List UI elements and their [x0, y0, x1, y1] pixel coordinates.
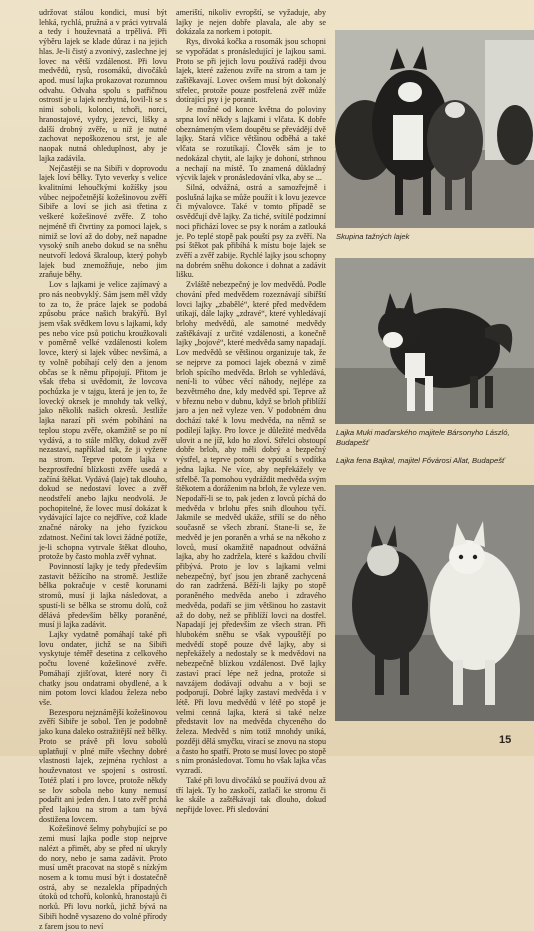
photo-caption: Lajka fena Bajkal, majitel Fővárosi Allat, Budapešť: [336, 456, 505, 465]
photo-caption: Skupina tažných lajek: [336, 232, 410, 241]
paragraph: ameriští, nikoliv evropští, se vyžaduje, aby lajky je nejen dobře plavala, ale aby se dokázala za norkem i potopit.: [176, 8, 326, 37]
paragraph: Silná, odvážná, ostrá a samozřejmě i poslušná lajka se může použít i k lovu jezevce či mývalovce. Také v tomto případě se osvědčují dvě lajky. Za tiché, svítilé podzimní noci přichází lovec se psy k norám a zatlouká je. Po teplé stopě pak pouští psy za zvěří. Na psí štěkot pak přibíhá k místu boje lajek se zvěří a zvěř zabije. Rychlé lajky jsou schopny na dobrém sněhu dokonce i dohnat a zadávit lišku.: [176, 182, 326, 280]
photo-laika-muki: [335, 258, 534, 424]
article-column-2: [176, 8, 326, 814]
article-column-1: [39, 8, 167, 931]
paragraph: Lov s lajkami je velice zajímavý a pro nás neobvyklý. Sám jsem měl vždy to za to, že práce lajek se podobá způsobu práce našich brakýřů. Byl jsem však svědkem lovu s lajkami, kdy pes nebo více psů potichu kroužkovali v poměrně velké vzdálenosti kolem lovce, který si lajek vůbec nevšímá, a ty volně pobíhají celý den a jenom občas se k němu připojují. Přitom je však třeba si uvědomit, že lovcova pochůzka je v tajgu, která je jen to, že lovecký okrsek je mnohdy tak velký, jako několik našich okresů. Jestliže lajka narazí při svém pobíhání na teplou stopu zvěře, okamžitě se po ní vydává, a to stále mlčky, dokud zvěř nezastaví, například tak, že ji vyžene na strom. Teprve potom lajka v bezprostřední blízkosti zvěře usedá a začíná štěkat. Vydává (laje) tak dlouho, dokud se nedostaví lovec a zvěř neodstřelí anebo lajku neodvolá. Je pochopitelné, že lovec musí dokázat k vydávající lajce co nejdříve, což klade značné nároky na jeho fyzickou zdatnost. Nečiní tak lovci žádné potíže, je-li schopna vytrvale štěkat dlouho, protože by často mohla zvěř vyhnat.: [39, 280, 167, 562]
page-number: 15: [499, 734, 512, 746]
paragraph: Lajky vydatně pomáhají také při lovu ondater, jichž se na Sibiři vyskytuje téměř desetina z celkového počtu lovené kožešinové zvěře. Pomáhají zjišťovat, které nory či chatky jsou ondatrami obydlené, a k nim potom lovci kladou železa nebo vše.: [39, 630, 167, 708]
photo-laika-bajkal: [335, 485, 534, 721]
paragraph: Kožešinové šelmy pohybující se po zemi musí lajka podle stop nejprve nalézt a přimět, aby se před ní ukryly do nory, nebo je sama zadávit. Proto musí umět pracovat na stopě s nízkým nosem a k tomu musí být i dostatečně ostrá, aby se nezalekla případných útoků od tchořů, kolonků, hranostajů či norků. Při lovu norků, jichž bývá na Sibiři hodně vysazeno do volné přírody z farem jsou to neví: [39, 824, 167, 931]
paragraph: Zvláště nebezpečný je lov medvědů. Podle chování před medvědem rozeznávají sibiřští lovci lajky „zbabělé“, které před medvědem utíkají, dále lajky „zdravé“, které vyhledávají brlohy medvědů, ale samotné medvědy zaštěkávají z určité vzdálenosti, a konečně lajky „bojové“, které medvěda samy napadají. Lov medvědů se většinou organizuje tak, že se nejprve za pomoci lajek obezná v zimě brloh spícího medvěda. Brloh se vyhledává, není-li to vůbec věcí náhody, nejlépe za bezvětrného dne, kdy medvěd spí. Teprve až v březnu nebo v dubnu, když se brloh přiblíží jaro a jen než vyleze ven. V podobném dnu dochází také k lovu medvěda, na němž se podílejí lajky. Pro lovce je důležité medvěda ulovit a ne jíž, kdo ho zloví. Střelci obstoupí dobře brloh, aby měli dobrý a bezpečný výstřel, a teprve potom se vpouští s vodítka jedna lajka. Ne více, aby nepřekážely ve střelbě. Ta pomohou vydráždit medvěda svým štěkotem a doráženim na brloh, že vyleze ven. Nepodaří-li se to, pak jeden z lovců píchá do medvěda v brlohu přes snih dlouhou tyčí. Jakmile se medvěd ukáže, střílí se do něho současně se všech zbraní. Stane-li se, že medvěd je jen poraněn a vrhá se na někoho z lovců, musí okamžitě napadnout odvážná lajka, aby ho zadržela, které s každou chvílí přibývá. Proto je lov s lajkami velmi nebezpečný, byť jsou jen zbraně zachycená do ran zadržená. Běží-li lajky po stopě poraněného medvěda anebo i zdravého medvěda, podaří se jim většinou ho zastavit až do doby, než se přiblíží lovci na dostřel. Napadají jej především ze všech stran. Při hlubokém sněhu se však vypouštějí po medvědí stopě pouze dvě lajky, aby si nepřekážely a nedostaly se k medvědovi na nebezpečně blízkou vzdálenost. Dvě lajky zastaví prací lépe než jedna, protože si navzájem dodávají odvahu a v boji se podporují. Dobré lajky zastaví medvěda i v létě. Při lovu medvědů v létě po stopě je velmi cenná lajka, která si také nelze představit lov na medvěda chyceného do železa. Medvěd s ním totiž mnohdy uniká, později dělá smyčku, virací se znovu na stopu a často ho spatří. Proto se musí lovec po stopě s ním pronásledovat. Tomu ho však lajka včas vyzradí.: [176, 280, 326, 776]
paragraph: Nejčastěji se na Sibiři v doprovodu lajek loví bělky. Tyto veverky s velice kvalitními lehoučkými kožíšky jsou vůbec nejpočetnější kožešinovou zvěří Sibiře a loví se jich asi třetina z veškeré kožešinové zvěře. Z toho nejméně tři čtvrtiny za pomoci lajek, s nimiž se loví až do doby, než napadne vysoký sníh anebo dokud se na sněhu neutvoří ledová škraloup, který pohyb lajek bud znemožňuje, nebo jim zraňuje běhy.: [39, 163, 167, 280]
paragraph: Také při lovu divočáků se používá dvou až tří lajek. Ty ho zaskočí, zatlačí ke stromu či ke skále a zaštěkávají tak dlouho, dokud nepřijde lovec. Při sledování: [176, 775, 326, 814]
paragraph: udržovat stálou kondici, musí být lehká, rychlá, pružná a v práci vytrvalá a tedy i houževnatá a trpělivá. Při výběru lajek se klade důraz i na jejich hlas. Je-li čistý a zvonivý, zaslechne jej lovec na větší vzdálenost. Při lovu medvědů, rysů, rosomáků, divočáků apod. musí lajka prokazovat rozumnou odvahu. Odvaha spolu s patřičnou ostrostí je u lajek nezbytná, lovil-li se s nimi soboli, kolonci, tchoři, norci, hranostajové, vydry, jezevci, lišky a další drobný zvěře, u níž je nutné zachovat nepoškozenou srst, je ale naopak nutná ohleduplnost, aby je lajka zadávila.: [39, 8, 167, 163]
paragraph: Povinností lajky je tedy především zastavit běžícího na stromě. Jestliže bělka pokračuje v cestě korunami stromů, musí ji lajka následovat, a spustí-li se bělka se stromu dolů, což dělává především bělky poraněné, musí ji lajka zadávit.: [39, 561, 167, 630]
paragraph: Rys, divoká kočka a rosomák jsou schopni se vypořádat s pronásledující je lajkou sami. Proto se při jejich lovu používá raději dvou lajek, které zaženou zvíře na strom a tam je zaštěkavají. Lovec ovšem musí být dokonalý střelec, protože pouze postřelená zvěř může dotírající psy i je poranit.: [176, 37, 326, 105]
photo-caption: Lajka Muki maďarského majitele Bársonyho László, Budapešť: [336, 428, 510, 447]
paragraph: Je možné od konce května do poloviny srpna loví někdy s lajkami i vlčata. K dobře obeznámeným všem doupětu se převádějí dvě lajky. Stará vlčice většinou odběhá a také vlčata se rozutíkají. Člověk sám je to nedokázal chytit, ale lajky je dohoní, strhnou a nechají na místě. To znamená důkladný výcvik lajek v pronásledování vlka, aby se ...: [176, 105, 326, 183]
paragraph: Bezesporu nejznámější kožešinovou zvěří Sibiře je sobol. Ten je podobně jako kuna daleko ostražitější než bělky. Proto se právě při lovu sobolů uplatňují v plné míře všechny dobré vlastnosti lajek, zejména rychlost a houževnatost ve spojení s ostrostí. Totéž platí i pro lovce, protože někdy se lov sobola nebo kuny nemusí podařit ani jeden den. I tato zvěř prchá před lajkou na strom a tam bývá dostižena lovcem.: [39, 707, 167, 824]
photo-sled-dogs: [335, 30, 534, 228]
